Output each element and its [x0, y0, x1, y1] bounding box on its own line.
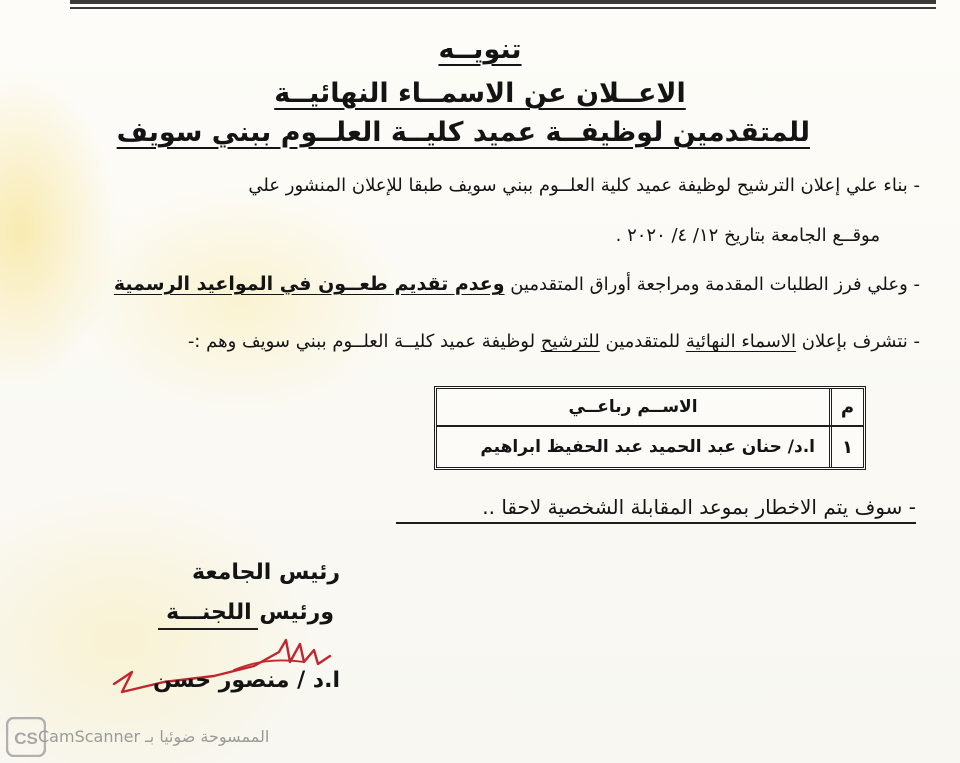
camscanner-watermark-label: CamScanner الممسوحة ضوئيا بـ [38, 727, 270, 746]
paragraph-2 [100, 270, 920, 299]
table-row [437, 427, 863, 467]
paragraph-3-prefix: - نتشرف بإعلان [796, 331, 920, 352]
signatory-name: ا.د / منصور حسن [153, 668, 340, 693]
header-name-cell: الاســم رباعــي [568, 397, 698, 417]
paragraph-3-middle: للمتقدمين [599, 331, 686, 352]
candidates-table [434, 386, 866, 470]
closing-underline [396, 522, 916, 524]
row-number-cell: ١ [829, 427, 863, 467]
paragraph-2-text: - وعلي فرز الطلبات المقدمة ومراجعة أوراق المتقدمين [504, 274, 920, 295]
announcement-heading: الاعــلان عن الاسمــاء النهائيــة [274, 78, 686, 109]
top-border-rule-thin [70, 7, 936, 9]
paragraph-3 [100, 328, 920, 356]
notice-title: تنويــه [438, 34, 522, 65]
paragraph-3-suffix: لوظيفة عميد كليــة العلــوم ببني سويف وهم :- [187, 331, 541, 352]
header-number-cell: م [829, 389, 863, 425]
paragraph-2-emphasis: وعدم تقديم طعــون في المواعيد الرسمية [113, 273, 505, 295]
top-border-rule [70, 0, 936, 4]
signatory-title-president: رئيس الجامعة [192, 560, 340, 585]
paragraph-3-underlined-names: الاسماء النهائية [685, 331, 797, 352]
paragraph-1-line-1: - بناء علي إعلان الترشيح لوظيفة عميد كلية العلــوم ببني سويف طبقا للإعلان المنشور علي [248, 175, 920, 196]
table-header-row [437, 389, 863, 427]
paragraph-1-line-2: موقــع الجامعة بتاريخ ١٢/ ٤/ ٢٠٢٠ . [615, 225, 880, 246]
camscanner-logo-text: CS [14, 729, 38, 748]
paragraph-3-underlined-nomination: للترشيح [540, 331, 600, 352]
signatory-title-committee: ورئيس اللجنـــة [166, 600, 334, 625]
row-name-cell: ا.د/ حنان عبد الحميد عبد الحفيظ ابراهيم [480, 437, 815, 457]
announcement-subheading: للمتقدمين لوظيفــة عميد كليــة العلــوم ببني سويف [116, 117, 810, 148]
closing-note: - سوف يتم الاخطار بموعد المقابلة الشخصية لاحقا .. [482, 495, 916, 519]
